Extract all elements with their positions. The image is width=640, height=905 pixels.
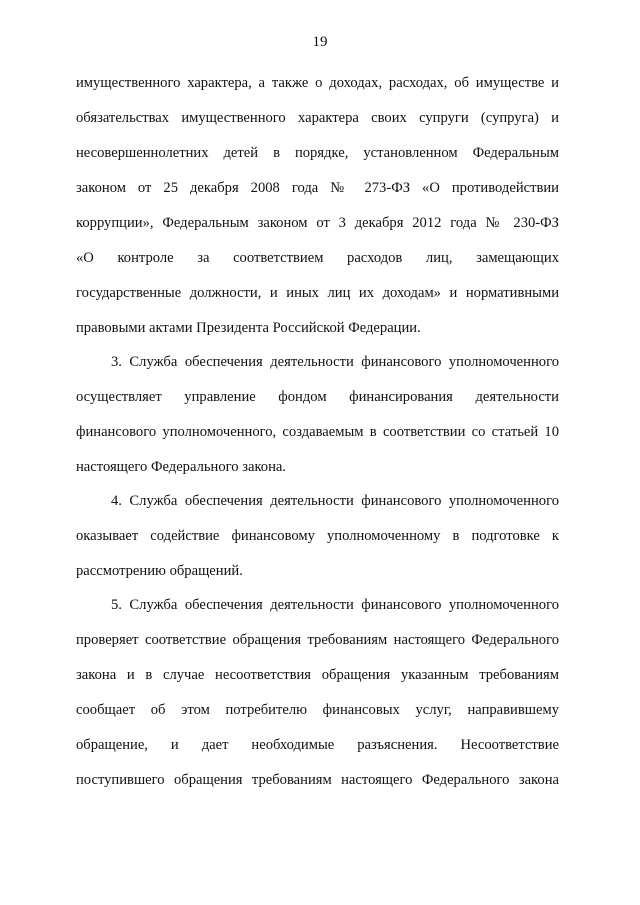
text-line: государственные должности, и иных лиц их доходам» и нормативными [76,285,559,301]
text-line: проверяет соответствие обращения требованиям настоящего Федерального [76,632,559,648]
text-line: имущественного характера, а также о доходах, расходах, об имуществе и [76,75,559,91]
text-line: «О контроле за соответствием расходов лиц, замещающих [76,250,559,266]
text-line: правовыми актами Президента Российской Федерации. [76,320,421,336]
text-line: осуществляет управление фондом финансирования деятельности [76,389,559,405]
text-line: несовершеннолетних детей в порядке, установленном Федеральным [76,145,559,161]
text-line: закона и в случае несоответствия обращения указанным требованиям [76,667,559,683]
text-line: оказывает содействие финансовому уполномоченному в подготовке к [76,528,559,544]
paragraph-5-first-line: 5. Служба обеспечения деятельности финансового уполномоченного [111,597,559,613]
paragraph-3-first-line: 3. Служба обеспечения деятельности финансового уполномоченного [111,354,559,370]
text-line: настоящего Федерального закона. [76,459,287,475]
paragraph-4-first-line: 4. Служба обеспечения деятельности финансового уполномоченного [111,493,559,509]
text-line: финансового уполномоченного, создаваемым в соответствии со статьей 10 [76,424,559,440]
text-line: законом от 25 декабря 2008 года № 273-ФЗ «О противодействии [76,180,559,196]
text-line: обязательствах имущественного характера своих супруги (супруга) и [76,110,559,126]
page-number: 19 [312,34,328,50]
text-line: поступившего обращения требованиям настоящего Федерального закона [76,772,559,788]
text-line: сообщает об этом потребителю финансовых услуг, направившему [76,702,559,718]
text-line: рассмотрению обращений. [76,563,243,579]
text-line: коррупции», Федеральным законом от 3 декабря 2012 года № 230-ФЗ [76,215,559,231]
text-line: обращение, и дает необходимые разъяснения. Несоответствие [76,737,559,753]
